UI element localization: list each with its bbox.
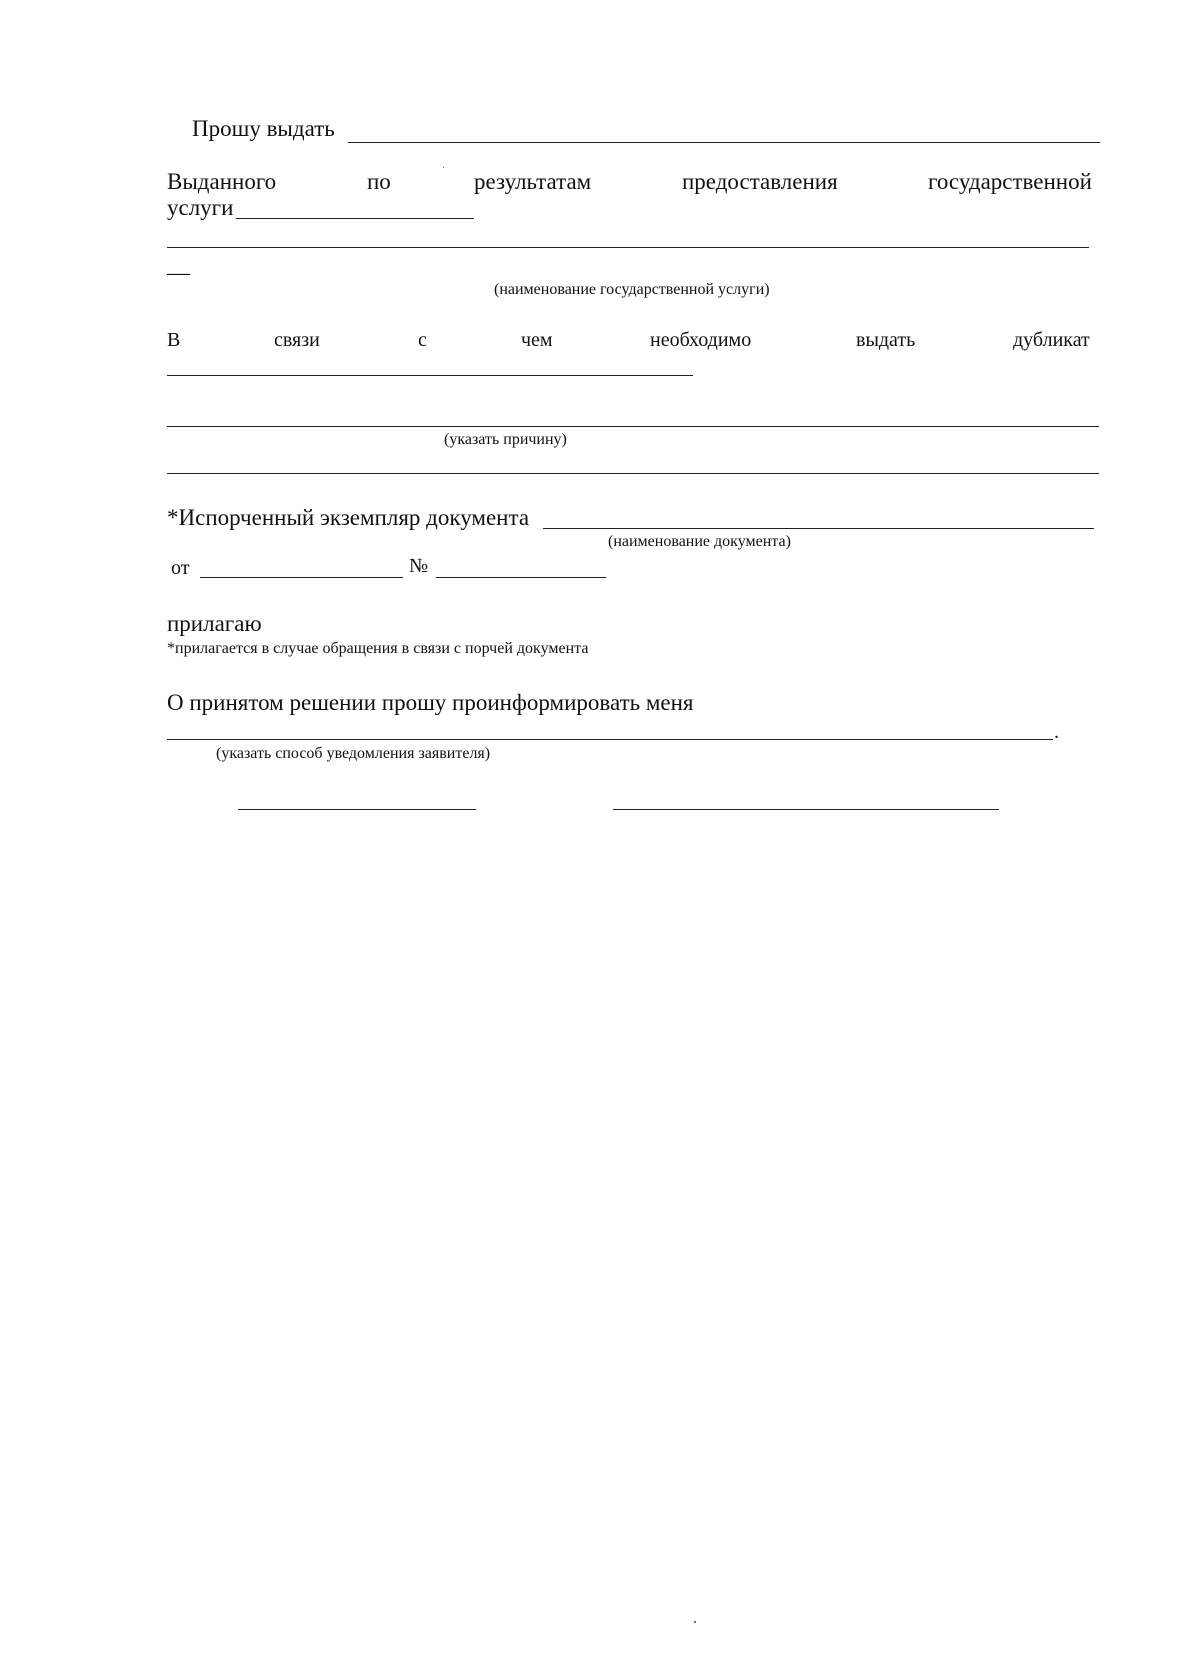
reason-word-7: дубликат (1013, 329, 1090, 351)
request-label: Прошу выдать (192, 116, 335, 141)
dash-mark: — (167, 260, 190, 285)
reason-word-4: чем (521, 329, 553, 351)
reason-field-extra[interactable] (167, 473, 1099, 474)
notify-method-field[interactable] (167, 739, 1053, 740)
duplicate-field[interactable] (167, 375, 693, 376)
attach-note: *прилагается в случае обращения в связи с порчей документа (167, 640, 589, 657)
service-name-field[interactable] (167, 247, 1089, 248)
date-field[interactable] (200, 577, 403, 578)
issued-word-2: по (367, 169, 391, 194)
inform-label: О принятом решении прошу проинформировать меня (167, 690, 694, 715)
reason-field[interactable] (167, 426, 1099, 427)
date-signature-field[interactable] (238, 809, 476, 810)
services-label: услуги (167, 195, 234, 220)
document-name-hint: (наименование документа) (608, 533, 791, 550)
reason-word-2: связи (274, 329, 320, 351)
scan-speck (443, 167, 444, 168)
issued-word-4: предоставления (682, 169, 838, 194)
reason-word-5: необходимо (650, 329, 752, 351)
notify-hint: (указать способ уведомления заявителя) (216, 745, 491, 762)
number-label: № (409, 555, 429, 577)
service-short-field[interactable] (236, 218, 474, 219)
applicant-signature-field[interactable] (613, 809, 999, 810)
issued-word-5: государственной (928, 169, 1092, 194)
request-document-field[interactable] (348, 142, 1100, 143)
spoiled-copy-label: *Испорченный экземпляр документа (167, 505, 530, 530)
reason-word-1: В (167, 329, 181, 351)
number-field[interactable] (436, 577, 606, 578)
issued-word-1: Выданного (167, 169, 277, 194)
reason-word-6: выдать (856, 329, 916, 351)
from-label: от (171, 557, 190, 579)
reason-hint: (указать причину) (444, 431, 567, 448)
issued-word-3: результатам (474, 169, 592, 194)
spoiled-document-field[interactable] (543, 528, 1094, 529)
reason-word-3: с (418, 329, 427, 351)
service-name-hint: (наименование государственной услуги) (494, 281, 770, 298)
scan-speck (694, 1621, 696, 1623)
period-mark: . (1054, 721, 1059, 743)
attach-label: прилагаю (167, 611, 262, 636)
